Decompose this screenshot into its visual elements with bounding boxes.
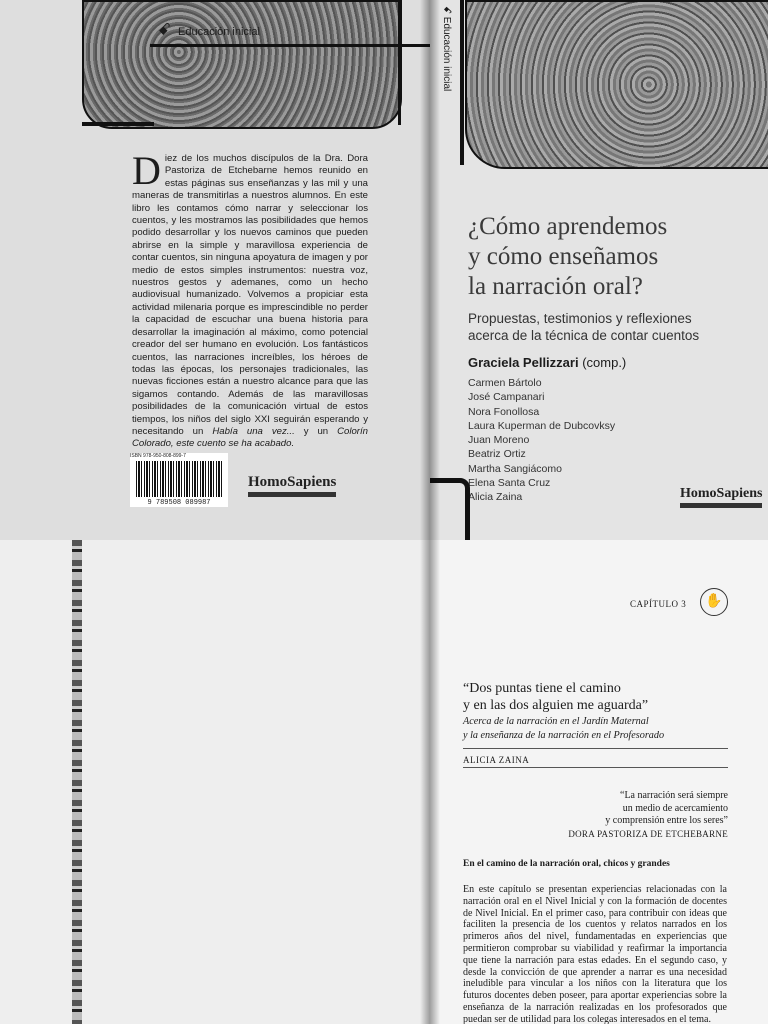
front-cover [430, 0, 768, 540]
blurb-italic: Había una vez... [212, 425, 295, 437]
spine-shadow [420, 540, 430, 1024]
divider [463, 767, 728, 768]
book-title [468, 212, 768, 302]
collection-logo-icon: ꗃ [158, 22, 171, 39]
divider [463, 748, 728, 749]
publisher-sub [248, 492, 336, 497]
left-page [0, 540, 430, 1024]
subtitle-line: acerca de la técnica de contar cuentos [468, 328, 700, 343]
right-page [430, 540, 768, 1024]
blurb-text: y un [294, 425, 338, 437]
section-heading: En el camino de la narración oral, chicos y grandes [463, 859, 670, 869]
chapter-subtitle [463, 715, 758, 743]
editor-line [468, 355, 626, 370]
back-cover [0, 0, 430, 540]
title-line: la narración oral? [468, 273, 643, 300]
photo-frame-rule [398, 0, 401, 125]
collection-name: ꗃ Educación inicial [441, 6, 452, 92]
chapter-subtitle-line: Acerca de la narración en el Jardín Maternal [463, 716, 649, 727]
title-line: ¿Cómo aprendemos [468, 213, 668, 240]
epigraph-line: “La narración será siempre [620, 790, 728, 801]
collection-name: Educación inicial [178, 26, 260, 38]
author-name: Elena Santa Cruz [468, 477, 551, 490]
barcode [130, 453, 228, 507]
hand-icon: ✋ [700, 588, 728, 616]
author-name: Alicia Zaina [468, 491, 523, 504]
photo-frame-rule [460, 0, 464, 165]
epigraph [550, 790, 728, 840]
dropcap: D [132, 148, 161, 193]
publisher-name: HomoSapiens [680, 486, 763, 501]
spine-shadow [420, 0, 430, 540]
back-cover-photo [82, 0, 402, 129]
chapter-title-line: “Dos puntas tiene el camino [463, 681, 621, 696]
title-line: y cómo enseñamos [468, 243, 659, 270]
publisher-logo [680, 486, 762, 508]
editor-role: (comp.) [582, 355, 627, 370]
subtitle-line: Propuestas, testimonios y reflexiones [468, 311, 692, 326]
header-rule [150, 44, 430, 47]
spine-shadow [430, 540, 440, 1024]
author-name: Carmen Bártolo [468, 377, 542, 389]
epigraph-line: y comprensión entre los seres” [605, 815, 728, 826]
chapter-title [463, 680, 753, 714]
author-name: Juan Moreno [468, 434, 530, 447]
epigraph-author: DORA PASTORIZA DE ETCHEBARNE [568, 828, 728, 839]
barcode-bars [136, 461, 224, 497]
author-name: Martha Sangiácomo [468, 462, 562, 475]
editor-name: Graciela Pellizzari [468, 355, 579, 370]
author-name: Laura Kuperman de Dubcovksy [468, 419, 616, 432]
photo-frame-rule [82, 122, 154, 126]
authors-list [468, 376, 688, 505]
publisher-name: HomoSapiens [248, 474, 337, 490]
isbn-label: ISBN 978-950-808-899-7 [130, 453, 186, 459]
chapter-title-line: y en las dos alguien me aguarda” [463, 698, 649, 713]
publisher-sub [680, 503, 762, 508]
book-subtitle [468, 310, 768, 344]
epigraph-line: un medio de acercamiento [622, 802, 728, 814]
body-text: En este capítulo se presentan experiencias relacionadas con la narración oral en el Nivel Inicial y con la formación de docentes de Nivel Inicial. En el primer caso, para contribuir con ideas que faciliten la presencia de los cuentos y relatos narrados en los primeros años del nivel, fundamentadas en experiencias que permitieron comprobar su viabilidad y reafirmar la importancia que tiene la narración para estas edades. En el segundo caso, y desde la convicción de que aprender a narrar es una necesidad ineludible para vincular a los niños con la literatura que los futuros docentes deben poseer, para aportar experiencias sobre la enseñanza de la narración realizadas en los profesorados que puedan ser de utilidad para los colegas interesados en el tema. [463, 884, 727, 1024]
publisher-logo [248, 474, 336, 497]
chapter-label: CAPÍTULO 3 [630, 599, 687, 609]
author-name: Nora Fonollosa [468, 405, 540, 418]
chapter-author: ALICIA ZAINA [463, 755, 530, 765]
chapter-subtitle-line: y la enseñanza de la narración en el Profesorado [463, 730, 665, 741]
blurb-text: iez de los muchos discípulos de la Dra. Dora Pastoriza de Etchebarne hemos reunido en estas páginas sus enseñanzas y las mil y una maneras de transmitirlas a nuestros alumnos. En este libro les contamos cómo narrar y seleccionar los cuentos, y les mostramos las posibilidades que hemos podido desarrollar y los nuevos caminos que pueden abrirse en la simple y maravillosa experiencia de contar cuentos, sin ninguna apoyatura de imagen y por medio de estos simples instrumentos: nuestra voz, nuestros gestos y ademanes, como un hecho audiovisual humanizado. Volvemos a propiciar esta actividad milenaria porque es imprescindible no perder la capacidad de escuchar una buena historia para desarrollar la imaginación al máximo, como potencial creador del ser humano en evolución. Los fantásticos cuentos, las narraciones increíbles, los héroes de todas las épocas, los personajes tradicionales, las nuevas ficciones están a nuestro alcance para que las sigamos contando. Además de las maravillosas posibilidades de la comunicación virtual de estos tiempos, los niños del siglo XXI seguirán esperando y necesitando un [132, 153, 368, 437]
blurb-italic: Colorín Colorado, este cuento se ha acabado. [132, 425, 368, 450]
front-cover-photo [465, 0, 768, 169]
spine-shadow [430, 0, 440, 540]
barcode-digits: 9 789508 089987 [147, 499, 211, 507]
back-cover-blurb [132, 148, 368, 451]
page-edge [72, 540, 82, 1024]
author-name: Beatriz Ortiz [468, 448, 526, 461]
author-name: José Campanari [468, 391, 545, 404]
